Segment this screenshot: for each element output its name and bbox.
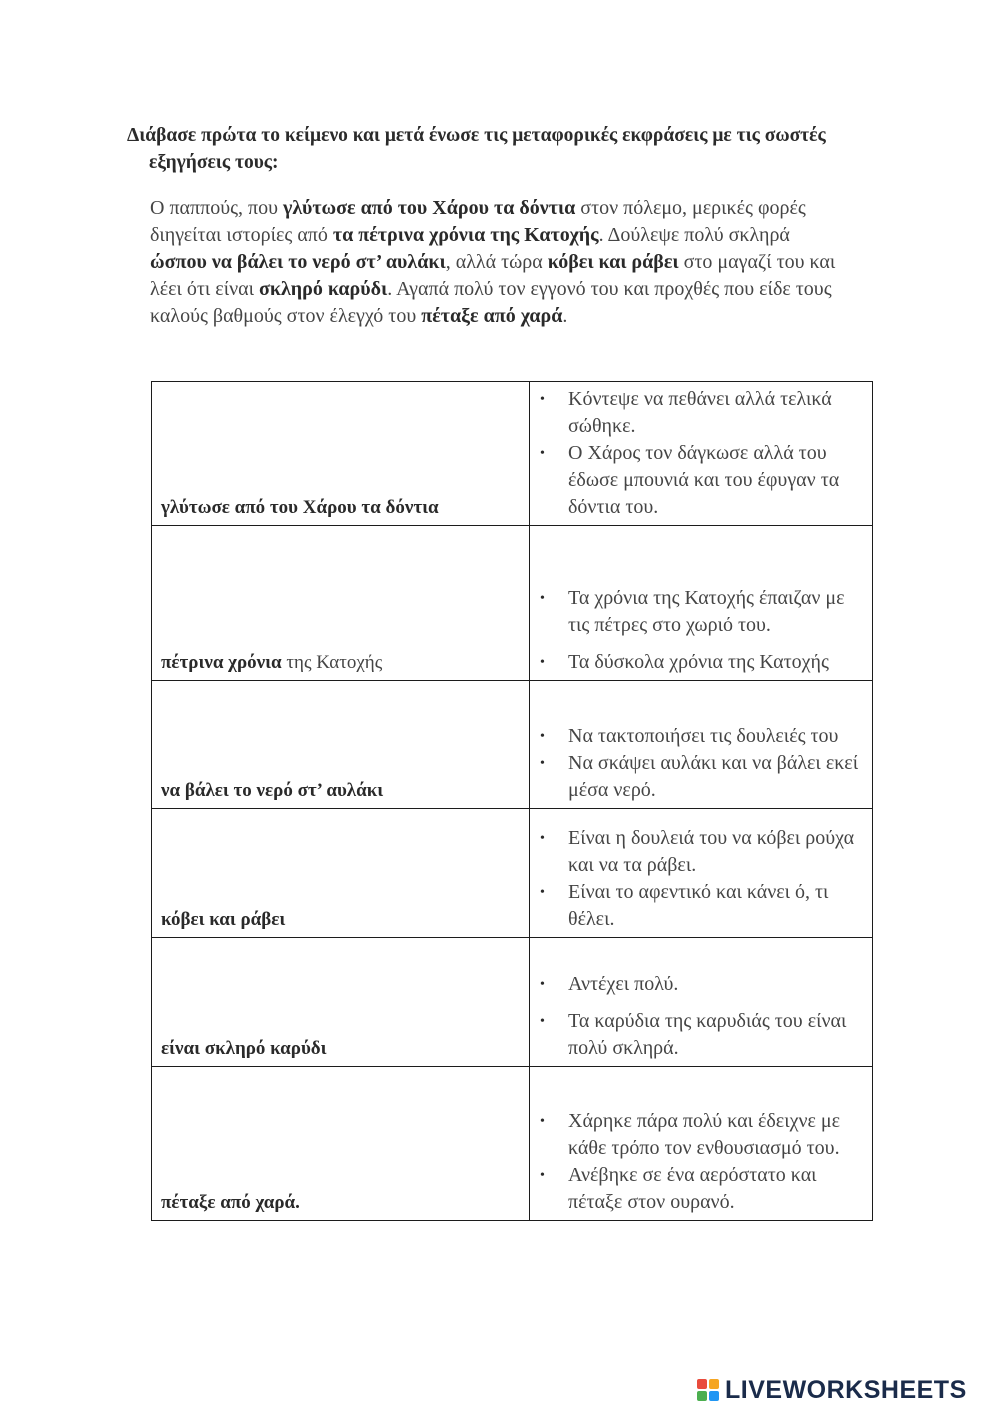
option-item[interactable]: • Τα χρόνια της Κατοχής έπαιζαν με τις πέτρες στο χωριό του. bbox=[530, 585, 866, 639]
matching-table bbox=[151, 381, 873, 1221]
expression-cell: γλύτωσε από του Χάρου τα δόντια bbox=[152, 382, 530, 526]
table-row bbox=[152, 809, 873, 938]
table-row bbox=[152, 938, 873, 1067]
expression-cell: κόβει και ράβει bbox=[152, 809, 530, 938]
options-cell bbox=[530, 681, 873, 809]
highlight-phrase: γλύτωσε από του Χάρου τα δόντια bbox=[283, 197, 576, 219]
option-item[interactable]: • Είναι το αφεντικό και κάνει ό, τι θέλει. bbox=[530, 879, 866, 933]
option-item[interactable]: • Ανέβηκε σε ένα αερόστατο και πέταξε στον ουρανό. bbox=[530, 1162, 866, 1216]
expression-cell: να βάλει το νερό στ’ αυλάκι bbox=[152, 681, 530, 809]
expression-cell: πέτρινα χρόνια της Κατοχής bbox=[152, 526, 530, 681]
highlight-phrase: σκληρό καρύδι bbox=[258, 278, 388, 300]
highlight-phrase: ώσπου να βάλει το νερό στ’ αυλάκι bbox=[150, 251, 446, 273]
instruction-heading: Διάβασε πρώτα το κείμενο και μετά ένωσε τις μεταφορικές εκφράσεις με τις σωστές εξηγήσεις τους: bbox=[127, 125, 826, 173]
option-item[interactable]: • Τα δύσκολα χρόνια της Κατοχής bbox=[530, 649, 866, 676]
expression-cell: πέταξε από χαρά. bbox=[152, 1067, 530, 1221]
option-item[interactable]: • Να σκάψει αυλάκι και να βάλει εκεί μέσα νερό. bbox=[530, 750, 866, 804]
option-item[interactable]: • Αντέχει πολύ. bbox=[530, 971, 866, 998]
logo-text: LIVEWORKSHEETS bbox=[725, 1375, 967, 1404]
logo-mark-icon bbox=[697, 1379, 719, 1401]
option-item[interactable]: • Ο Χάρος τον δάγκωσε αλλά του έδωσε μπουνιά και του έφυγαν τα δόντια του. bbox=[530, 440, 866, 521]
option-item[interactable]: • Χάρηκε πάρα πολύ και έδειχνε με κάθε τρόπο τον ενθουσιασμό του. bbox=[530, 1108, 866, 1162]
expression-cell: είναι σκληρό καρύδι bbox=[152, 938, 530, 1067]
option-item[interactable]: • Τα καρύδια της καρυδιάς του είναι πολύ σκληρά. bbox=[530, 1008, 866, 1062]
options-cell bbox=[530, 382, 873, 526]
story-passage: Ο παππούς, που γλύτωσε από του Χάρου τα δόντια στον πόλεμο, μερικές φορές διηγείται ιστορίες από τα πέτρινα χρόνια της Κατοχής. Δούλεψε πολύ σκληρά ώσπου να βάλει το νερό στ’ αυλάκι, αλλά τώρα κόβει και ράβει στο μαγαζί του και λέει ότι είναι σκληρό καρύδι. Αγαπά πολύ τον εγγονό του και προχθές που είδε τους καλούς βαθμούς στον έλεγχό του πέταξε από χαρά. bbox=[150, 197, 836, 327]
options-cell bbox=[530, 1067, 873, 1221]
table-row bbox=[152, 382, 873, 526]
highlight-phrase: πέταξε από χαρά bbox=[421, 305, 563, 327]
table-row bbox=[152, 1067, 873, 1221]
highlight-phrase: κόβει και ράβει bbox=[547, 251, 679, 273]
options-cell bbox=[530, 526, 873, 681]
option-item[interactable]: • Να τακτοποιήσει τις δουλειές του bbox=[530, 723, 866, 750]
liveworksheets-logo bbox=[697, 1375, 997, 1405]
options-cell bbox=[530, 809, 873, 938]
option-item[interactable]: • Είναι η δουλειά του να κόβει ρούχα και να τα ράβει. bbox=[530, 825, 866, 879]
options-cell bbox=[530, 938, 873, 1067]
highlight-phrase: τα πέτρινα χρόνια της Κατοχής bbox=[332, 224, 599, 246]
option-item[interactable]: • Κόντεψε να πεθάνει αλλά τελικά σώθηκε. bbox=[530, 386, 866, 440]
table-row bbox=[152, 526, 873, 681]
table-row bbox=[152, 681, 873, 809]
